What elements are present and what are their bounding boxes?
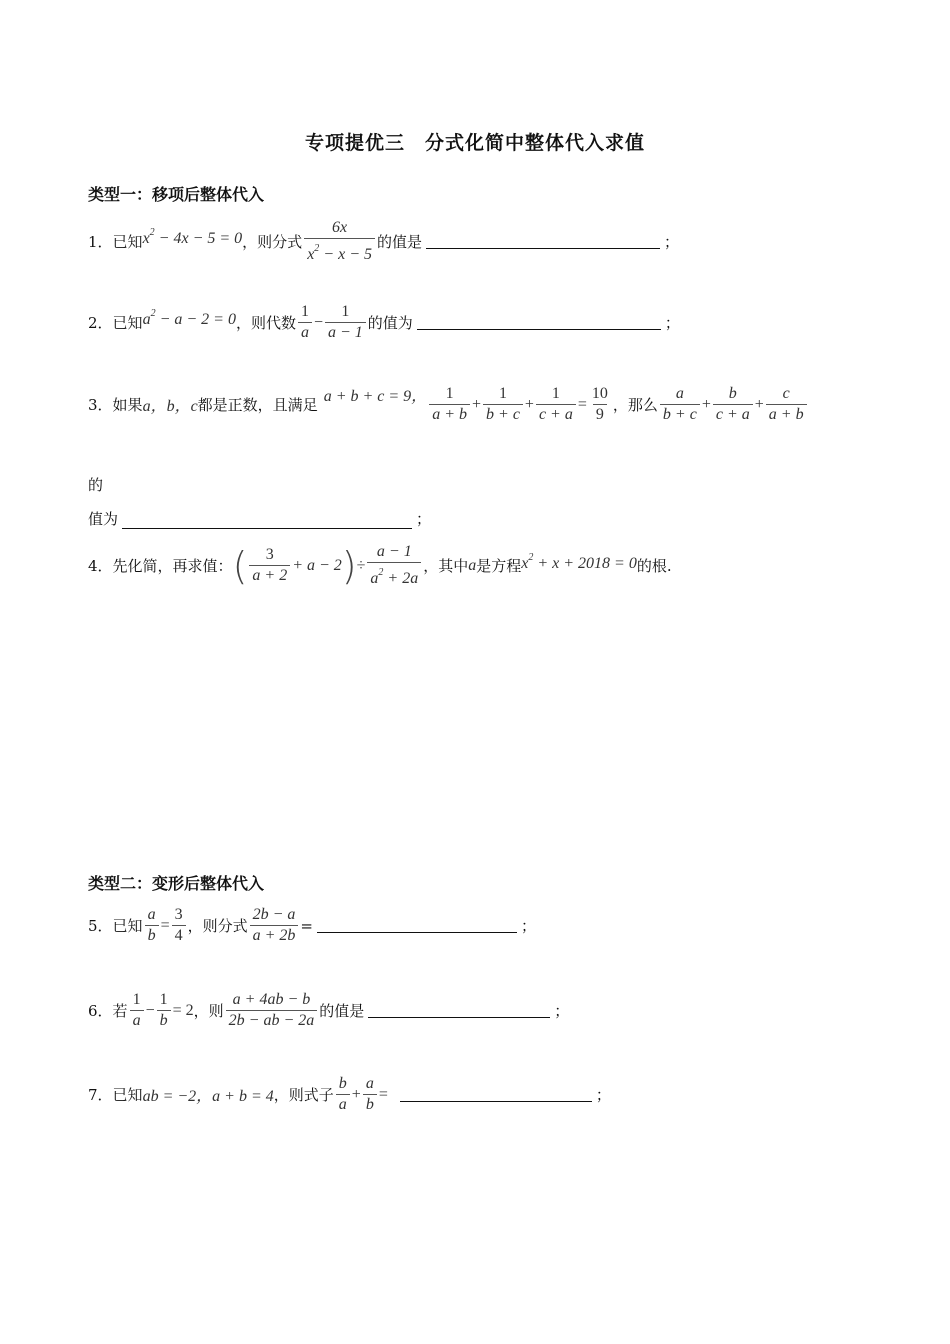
equation: $x^2 - 4x - 5 = 0$ xyxy=(142,227,243,247)
right-paren: ) xyxy=(341,543,357,588)
answer-blank[interactable] xyxy=(368,1003,550,1018)
fraction: $\frac{c}{a + b}$ xyxy=(766,384,807,425)
punctuation: ； xyxy=(664,233,680,251)
answer-blank[interactable] xyxy=(400,1087,592,1102)
question-text: 先化简，再求值： xyxy=(112,557,233,575)
punctuation: ； xyxy=(416,510,432,528)
question-text: 的值是 xyxy=(377,233,423,251)
question-3-answer-line xyxy=(88,508,431,529)
fraction: $\frac{1}{a}$ xyxy=(298,302,312,343)
question-4: 4． 先化简，再求值： ( $\frac{3}{a + 2}$ + a − 2 ) ÷ $\frac{a - 1}{a^2 + 2a}$ ，其中 a 是方程 $x^2 + x + 2018 = 0$ 的根. xyxy=(88,543,672,588)
question-number: 1． xyxy=(88,233,113,251)
question-text: ，则 xyxy=(193,1002,224,1020)
question-text: ，那么 xyxy=(612,396,658,414)
answer-blank[interactable] xyxy=(426,234,660,249)
left-paren: ( xyxy=(232,543,248,588)
fraction: $\frac{1}{a - 1}$ xyxy=(325,302,366,343)
section-heading-2: 类型二：变形后整体代入 xyxy=(88,874,265,893)
answer-blank[interactable] xyxy=(317,918,517,933)
question-2: 2． 已知 $a^2 - a - 2 = 0$ ，则代数 $\frac{1}{a}$ − $\frac{1}{a - 1}$ 的值为 ； xyxy=(88,303,680,341)
section-heading-1: 类型一：移项后整体代入 xyxy=(88,185,265,204)
punctuation: ； xyxy=(664,314,680,332)
equals-sign: = xyxy=(300,916,313,935)
question-number: 3． xyxy=(88,396,113,414)
fraction: $\frac{1}{b}$ xyxy=(157,990,171,1031)
question-text: ，则分式 xyxy=(187,917,248,935)
punctuation: ； xyxy=(520,917,536,935)
fraction: $\frac{b}{c + a}$ xyxy=(713,384,753,425)
fraction: $\frac{1}{a}$ xyxy=(130,990,144,1031)
question-text: 的值是 xyxy=(319,1002,365,1020)
variables: a，b，c xyxy=(142,398,198,415)
answer-blank[interactable] xyxy=(417,315,661,330)
question-text: 若 xyxy=(112,1002,128,1020)
question-number: 7． xyxy=(88,1086,113,1104)
fraction: $\frac{10}{9}$ xyxy=(591,385,608,423)
fraction: $\frac{1}{a + b}$ xyxy=(429,384,470,425)
question-text: 已知 xyxy=(112,1086,143,1104)
punctuation: ； xyxy=(595,1086,611,1104)
question-text: 已知 xyxy=(112,917,143,935)
question-text: 值为 xyxy=(88,510,119,528)
question-text: 是方程 xyxy=(476,557,522,575)
question-text: ，其中 xyxy=(423,557,469,575)
fraction: $\frac{a}{b}$ xyxy=(363,1074,377,1115)
question-7: 7． 已知 ab = −2，a + b = 4 ，则式子 $\frac{b}{a}$ + $\frac{a}{b}$ = ； xyxy=(88,1075,611,1113)
question-number: 6． xyxy=(88,1002,113,1020)
question-text: 都是正数，且满足 xyxy=(197,396,318,414)
fraction: $\frac{a - 1}{a^2 + 2a}$ xyxy=(367,542,421,589)
question-3-continued: 的 xyxy=(88,476,104,494)
question-3: 3． 如果 a，b，c 都是正数，且满足 a + b + c = 9， $\frac{1}{a + b}$ + $\frac{1}{b + c}$ + $\frac{1}{c + a}$ = $\frac{10}{9}$ ，那么 $\frac{a}{b + c}$ + $\frac{b}{c + a}$ + $\frac{c}{a + b}$ xyxy=(88,384,809,425)
question-text: 的根. xyxy=(636,557,672,575)
question-text: 已知 xyxy=(112,314,143,332)
fraction: $\frac{1}{b + c}$ xyxy=(483,384,523,425)
fraction: $\frac{2b - a}{a + 2b}$ xyxy=(250,905,299,946)
equation: a + b + c = 9， xyxy=(323,388,428,405)
fraction: $\frac{6x}{x^2 - x - 5}$ xyxy=(304,218,375,265)
question-text: 的值为 xyxy=(367,314,413,332)
fraction: $\frac{a}{b + c}$ xyxy=(660,384,700,425)
page-title: 专项提优三 分式化简中整体代入求值 xyxy=(304,132,645,154)
question-number: 5． xyxy=(88,917,113,935)
question-text: 如果 xyxy=(112,396,143,414)
question-number: 4． xyxy=(88,557,113,575)
equation: ab = −2，a + b = 4 xyxy=(142,1088,274,1105)
question-text: 已知 xyxy=(112,233,143,251)
question-number: 2． xyxy=(88,314,113,332)
fraction: $\frac{3}{a + 2}$ xyxy=(249,545,290,586)
question-text: ，则式子 xyxy=(273,1086,334,1104)
punctuation: ； xyxy=(554,1002,570,1020)
fraction: $\frac{1}{c + a}$ xyxy=(536,384,576,425)
question-text: ，则分式 xyxy=(242,233,303,251)
question-6: 6． 若 $\frac{1}{a}$ − $\frac{1}{b}$ = 2 ，则 $\frac{a + 4ab - b}{2b - ab - 2a}$ 的值是 ； xyxy=(88,991,570,1029)
answer-blank[interactable] xyxy=(122,514,412,529)
question-text: ，则代数 xyxy=(235,314,296,332)
question-1 xyxy=(88,218,679,265)
fraction: $\frac{3}{4}$ xyxy=(172,905,186,946)
equation: $x^2 + x + 2018 = 0$ xyxy=(521,552,637,572)
fraction: $\frac{a + 4ab - b}{2b - ab - 2a}$ xyxy=(226,990,318,1031)
equation: $a^2 - a - 2 = 0$ xyxy=(142,308,236,328)
fraction: $\frac{b}{a}$ xyxy=(336,1074,350,1115)
fraction: $\frac{a}{b}$ xyxy=(145,905,159,946)
question-5: 5． 已知 $\frac{a}{b}$ = $\frac{3}{4}$ ，则分式 $\frac{2b - a}{a + 2b}$ = ； xyxy=(88,906,536,944)
variable: a xyxy=(468,556,477,574)
